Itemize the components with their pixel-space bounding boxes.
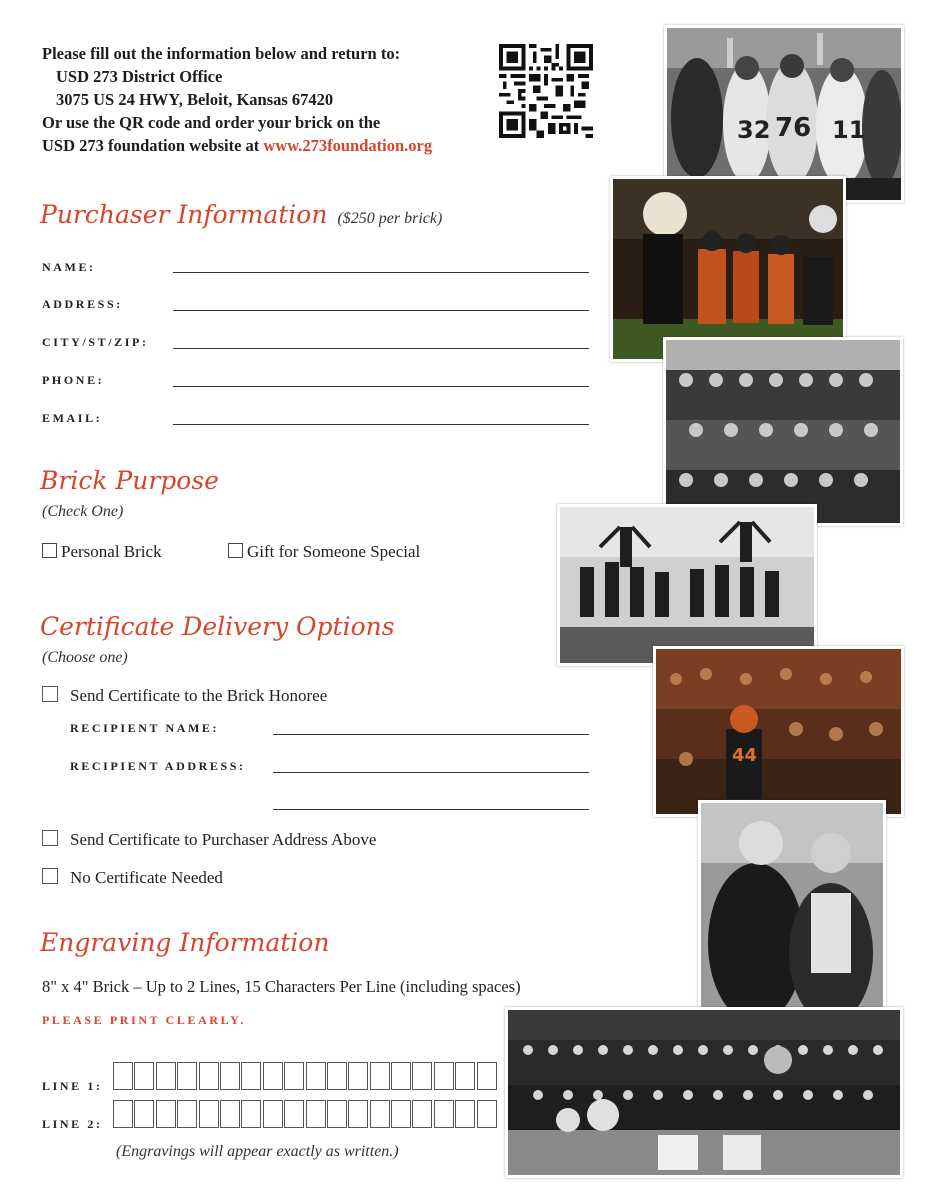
band-group-photo [505,1007,903,1178]
engraving-title: Engraving Information [40,928,330,957]
cheerleaders-photo [557,504,817,666]
website-line: USD 273 foundation website at www.273foundation.org [42,136,433,155]
no-certificate-option[interactable]: No Certificate Needed [42,868,223,888]
recipient-name-field[interactable] [273,734,589,735]
coaches-photo [698,800,886,1011]
brick-purpose-note: (Check One) [42,503,124,520]
crowd-photo [653,646,904,817]
engraving-footnote: (Engravings will appear exactly as written.) [116,1143,399,1160]
district-office-name: USD 273 District Office [56,67,223,86]
recipient-address-field-line-2[interactable] [273,809,589,810]
gift-option[interactable]: Gift for Someone Special [228,542,420,562]
print-clearly-notice: PLEASE PRINT CLEARLY. [42,1013,246,1027]
address-label: ADDRESS: [42,297,123,311]
gift-checkbox[interactable] [228,543,243,558]
personal-brick-checkbox[interactable] [42,543,57,558]
qr-instruction-line: Or use the QR code and order your brick on the [42,113,381,132]
instruction-line: Please fill out the information below and return to: [42,44,401,63]
line-1-label: LINE 1: [42,1079,103,1093]
line-1-character-boxes[interactable] [113,1062,498,1090]
name-field[interactable] [173,272,589,273]
send-to-honoree-checkbox[interactable] [42,686,58,702]
brick-purpose-title: Brick Purpose [40,466,219,495]
jersey-number: 32 [737,116,771,144]
return-instructions [42,42,512,157]
recipient-address-label: RECIPIENT ADDRESS: [70,759,246,773]
personal-brick-option[interactable]: Personal Brick [42,542,162,562]
recipient-address-field[interactable] [273,772,589,773]
address-field[interactable] [173,310,589,311]
phone-label: PHONE: [42,373,105,387]
certificate-delivery-note: (Choose one) [42,649,128,666]
recipient-name-label: RECIPIENT NAME: [70,721,220,735]
city-st-zip-field[interactable] [173,348,589,349]
line-2-character-boxes[interactable] [113,1100,498,1128]
team-group-photo [663,337,903,526]
qr-code-icon[interactable] [498,44,594,138]
certificate-delivery-title: Certificate Delivery Options [40,612,395,641]
foundation-website-link[interactable]: www.273foundation.org [263,136,433,155]
price-note: ($250 per brick) [337,210,443,227]
phone-field[interactable] [173,386,589,387]
send-to-purchaser-checkbox[interactable] [42,830,58,846]
purchaser-section-header [40,200,442,229]
city-st-zip-label: CITY/ST/ZIP: [42,335,149,349]
line-2-label: LINE 2: [42,1117,103,1131]
purchaser-title: Purchaser Information [40,200,328,229]
email-field[interactable] [173,424,589,425]
marching-band-photo [610,176,846,362]
engraving-spec: 8" x 4" Brick – Up to 2 Lines, 15 Characters Per Line (including spaces) [42,977,521,996]
send-to-purchaser-option[interactable]: Send Certificate to Purchaser Address Above [42,830,376,850]
jersey-number: 44 [732,745,758,766]
no-certificate-checkbox[interactable] [42,868,58,884]
email-label: EMAIL: [42,411,103,425]
district-office-address: 3075 US 24 HWY, Beloit, Kansas 67420 [56,90,334,109]
send-to-honoree-option[interactable]: Send Certificate to the Brick Honoree [42,686,327,706]
jersey-number: 76 [775,113,812,143]
name-label: NAME: [42,260,96,274]
jersey-number: 11 [832,116,866,144]
